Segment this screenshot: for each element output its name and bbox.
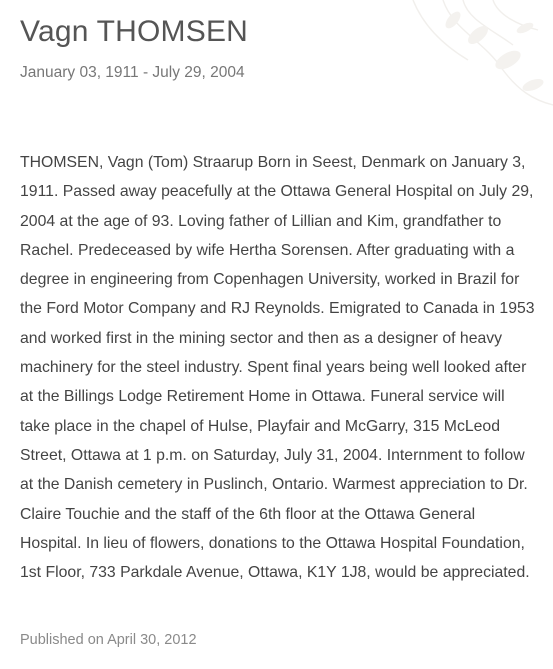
- obituary-text: THOMSEN, Vagn (Tom) Straarup Born in Seest, Denmark on January 3, 1911. Passed away peacefully at the Ottawa General Hospital on July 29, 2004 at the age of 93. Loving father of Lillian and Kim, grandfather to Rachel. Predeceased by wife Hertha Sorensen. After graduating with a degree in engineering from Copenhagen University, worked in Brazil for the Ford Motor Company and RJ Reynolds. Emigrated to Canada in 1953 and worked first in the mining sector and then as a designer of heavy machinery for the steel industry. Spent final years being well looked after at the Billings Lodge Retirement Home in Ottawa. Funeral service will take place in the chapel of Hulse, Playfair and McGarry, 315 McLeod Street, Ottawa at 1 p.m. on Saturday, July 31, 2004. Internment to follow at the Danish cemetery in Puslinch, Ontario. Warmest appreciation to Dr. Claire Touchie and the staff of the 6th floor at the Ottawa General Hospital. In lieu of flowers, donations to the Ottawa Hospital Foundation, 1st Floor, 733 Parkdale Avenue, Ottawa, K1Y 1J8, would be appreciated.: [20, 154, 535, 582]
- life-dates: January 03, 1911 - July 29, 2004: [20, 64, 245, 81]
- deceased-name: Vagn THOMSEN: [20, 15, 249, 48]
- published-date: Published on April 30, 2012: [20, 632, 197, 648]
- floral-watermark-icon: [293, 0, 553, 110]
